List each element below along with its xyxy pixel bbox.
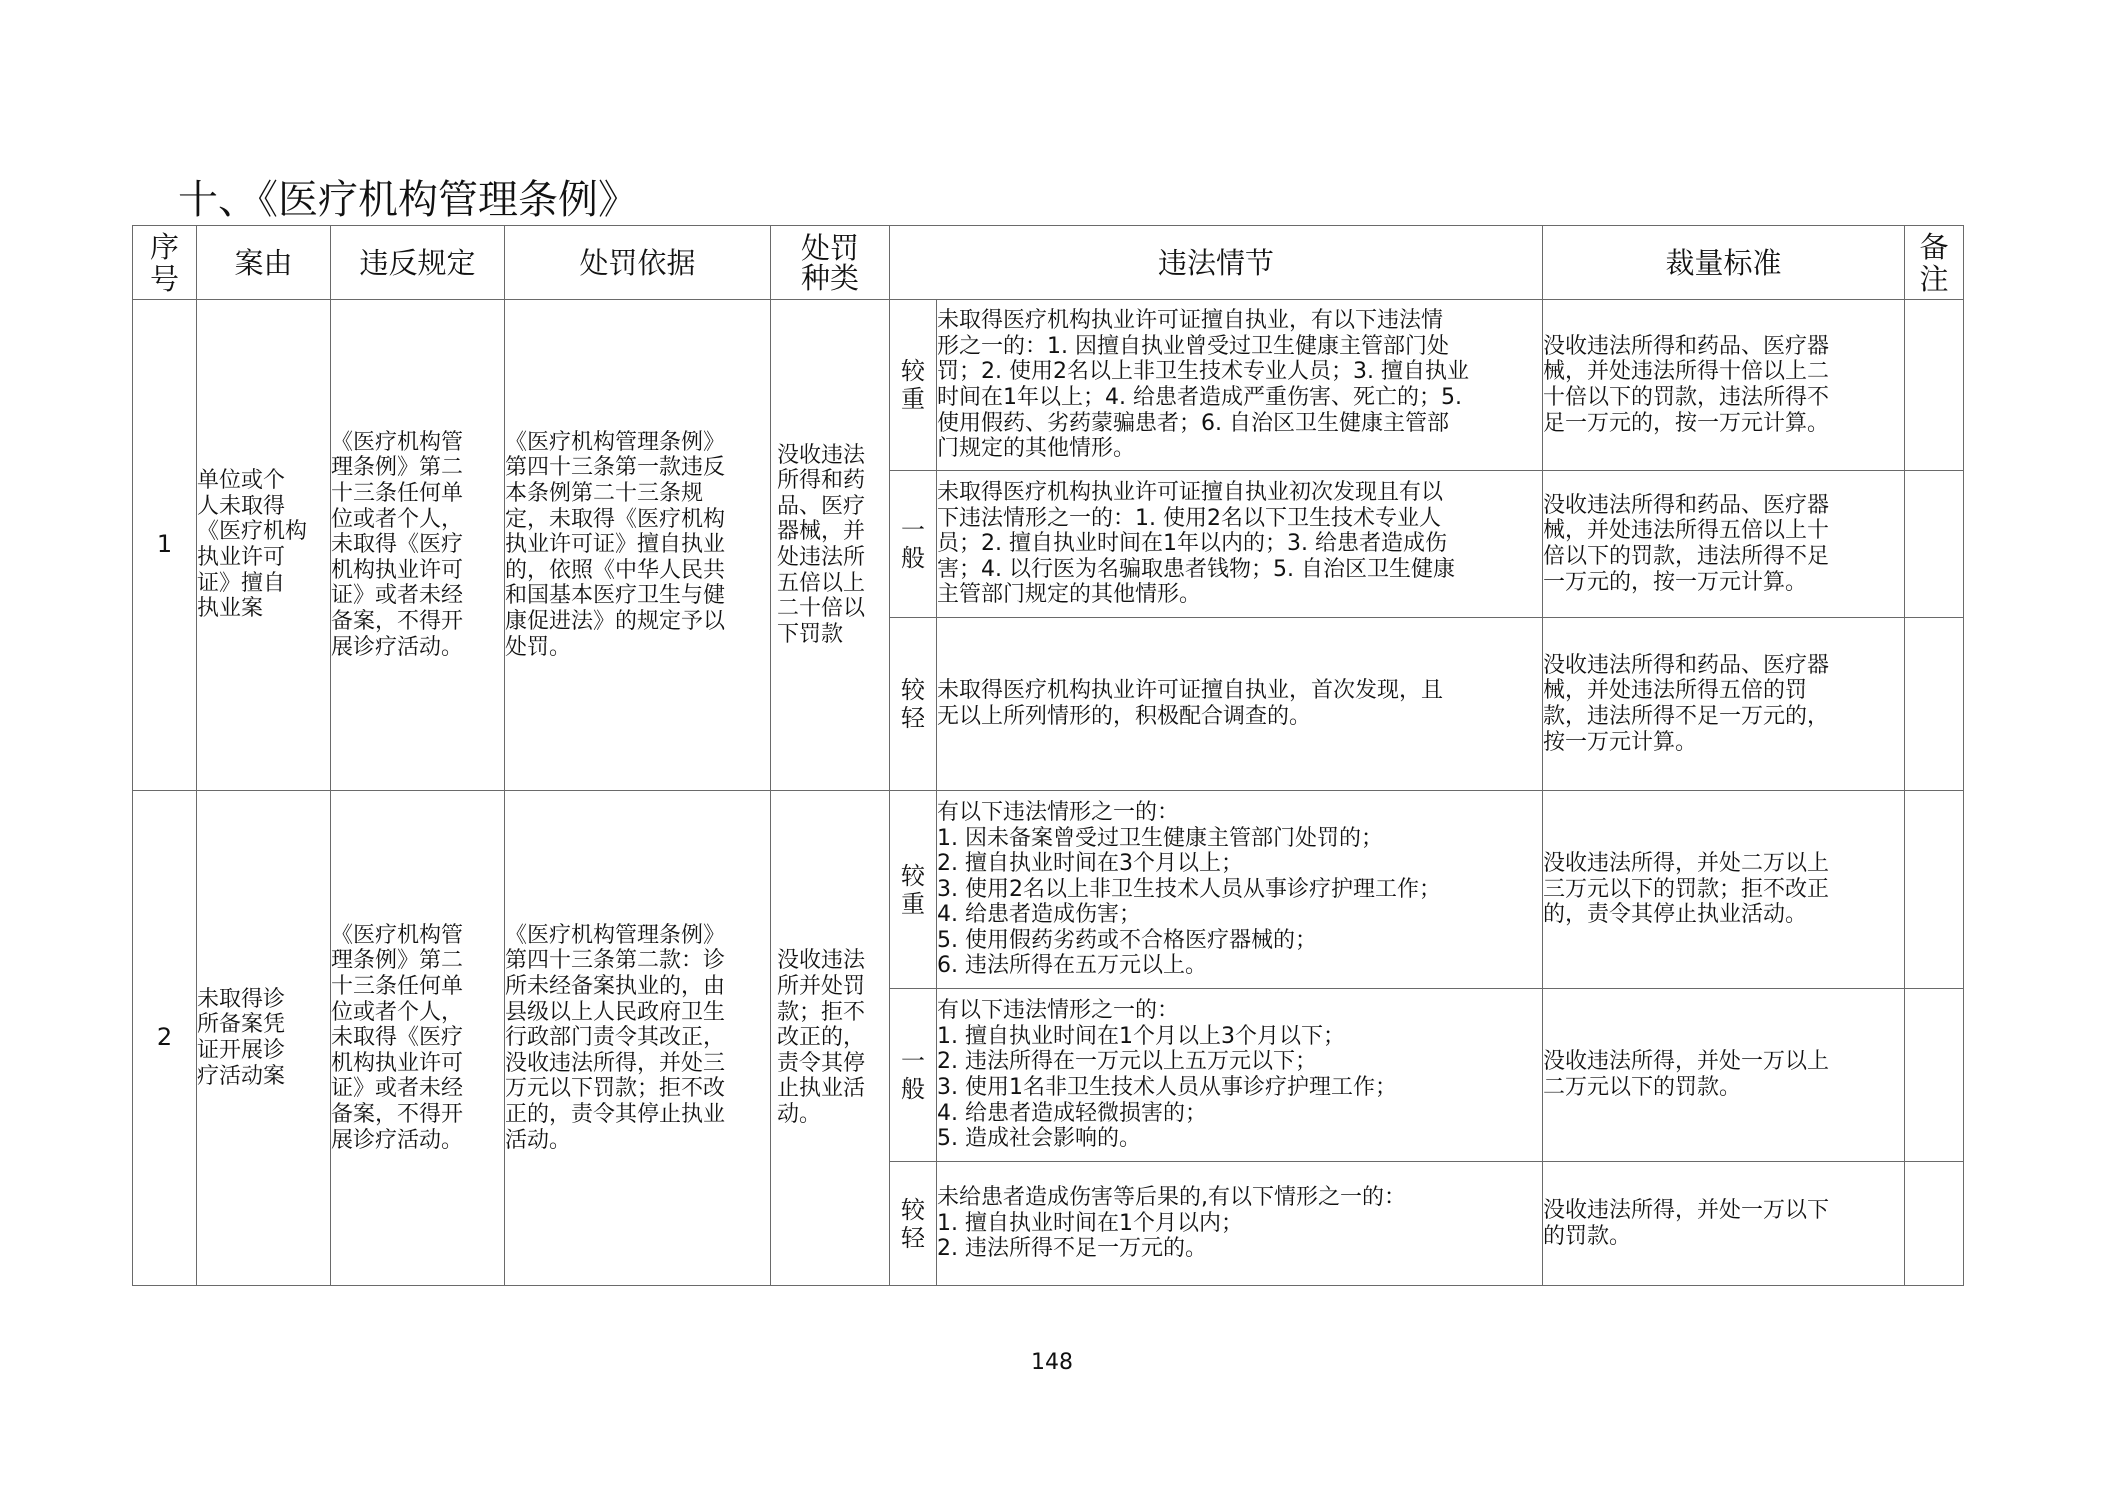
row-case: 单位或个 人未取得 《医疗机构 执业许可 证》擅自 执业案 xyxy=(197,300,331,791)
row-standard: 没收违法所得和药品、医疗器 械，并处违法所得十倍以上二 十倍以下的罚款，违法所得不 足一万元的，按一万元计算。 xyxy=(1543,300,1905,471)
row-remarks xyxy=(1905,989,1964,1162)
row-severity: 较 轻 xyxy=(890,618,937,791)
header-standard: 裁量标准 xyxy=(1543,226,1905,300)
row-circumstance: 未取得医疗机构执业许可证擅自执业初次发现且有以 下违法情形之一的：1. 使用2名以下卫生技术专业人 员；2. 擅自执业时间在1年以内的；3. 给患者造成伤 害；4. 以行医为名骗取患者钱物；5. 自治区卫生健康 主管部门规定的其他情形。 xyxy=(937,471,1543,618)
row-circumstance: 有以下违法情形之一的： 1. 擅自执业时间在1个月以上3个月以下； 2. 违法所得在一万元以上五万元以下； 3. 使用1名非卫生技术人员从事诊疗护理工作； 4. 给患者造成轻微损害的； 5. 造成社会影响的。 xyxy=(937,989,1543,1162)
row-circumstance: 有以下违法情形之一的： 1. 因未备案曾受过卫生健康主管部门处罚的； 2. 擅自执业时间在3个月以上； 3. 使用2名以上非卫生技术人员从事诊疗护理工作； 4. 给患者造成伤害； 5. 使用假药劣药或不合格医疗器械的； 6. 违法所得在五万元以上。 xyxy=(937,791,1543,989)
row-severity: 较 重 xyxy=(890,791,937,989)
header-seq: 序 号 xyxy=(133,226,197,300)
row-penalty-type: 没收违法 所得和药 品、医疗 器械，并 处违法所 五倍以上 二十倍以 下罚款 xyxy=(771,300,890,791)
row-penalty-type: 没收违法 所并处罚 款；拒不 改正的， 责令其停 止执业活 动。 xyxy=(771,791,890,1286)
row-standard: 没收违法所得，并处一万以上 二万元以下的罚款。 xyxy=(1543,989,1905,1162)
row-severity: 一 般 xyxy=(890,471,937,618)
row-circumstance: 未取得医疗机构执业许可证擅自执业，首次发现，且 无以上所列情形的，积极配合调查的。 xyxy=(937,618,1543,791)
row-severity: 较 重 xyxy=(890,300,937,471)
row-basis: 《医疗机构管理条例》 第四十三条第一款违反 本条例第二十三条规 定，未取得《医疗机构 执业许可证》擅自执业 的，依照《中华人民共 和国基本医疗卫生与健 康促进法》的规定予以 处罚。 xyxy=(505,300,771,791)
row-standard: 没收违法所得，并处二万以上 三万元以下的罚款；拒不改正 的，责令其停止执业活动。 xyxy=(1543,791,1905,989)
row-remarks xyxy=(1905,1162,1964,1286)
row-standard: 没收违法所得和药品、医疗器 械，并处违法所得五倍的罚 款，违法所得不足一万元的， 按一万元计算。 xyxy=(1543,618,1905,791)
row-remarks xyxy=(1905,300,1964,471)
table-row xyxy=(133,300,1964,471)
row-circumstance: 未取得医疗机构执业许可证擅自执业，有以下违法情 形之一的：1. 因擅自执业曾受过卫生健康主管部门处 罚；2. 使用2名以上非卫生技术专业人员；3. 擅自执业 时间在1年以上；4. 给患者造成严重伤害、死亡的；5. 使用假药、劣药蒙骗患者；6. 自治区卫生健康主管部 门规定的其他情形。 xyxy=(937,300,1543,471)
table-row xyxy=(133,791,1964,989)
row-standard: 没收违法所得，并处一万以下 的罚款。 xyxy=(1543,1162,1905,1286)
row-remarks xyxy=(1905,791,1964,989)
row-provision: 《医疗机构管 理条例》第二 十三条任何单 位或者个人， 未取得《医疗 机构执业许可 证》或者未经 备案，不得开 展诊疗活动。 xyxy=(331,300,505,791)
page-title: 十、《医疗机构管理条例》 xyxy=(178,177,638,223)
header-basis: 处罚依据 xyxy=(505,226,771,300)
row-case: 未取得诊 所备案凭 证开展诊 疗活动案 xyxy=(197,791,331,1286)
header-remarks: 备 注 xyxy=(1905,226,1964,300)
row-standard: 没收违法所得和药品、医疗器 械，并处违法所得五倍以上十 倍以下的罚款，违法所得不足 一万元的，按一万元计算。 xyxy=(1543,471,1905,618)
row-circumstance: 未给患者造成伤害等后果的,有以下情形之一的： 1. 擅自执业时间在1个月以内； 2. 违法所得不足一万元的。 xyxy=(937,1162,1543,1286)
row-seq: 1 xyxy=(133,300,197,791)
header-case: 案由 xyxy=(197,226,331,300)
table-header-row xyxy=(133,226,1964,300)
row-provision: 《医疗机构管 理条例》第二 十三条任何单 位或者个人， 未取得《医疗 机构执业许可 证》或者未经 备案，不得开 展诊疗活动。 xyxy=(331,791,505,1286)
row-severity: 一 般 xyxy=(890,989,937,1162)
row-basis: 《医疗机构管理条例》 第四十三条第二款：诊 所未经备案执业的，由 县级以上人民政府卫生 行政部门责令其改正， 没收违法所得，并处三 万元以下罚款；拒不改 正的，责令其停止执业 活动。 xyxy=(505,791,771,1286)
header-circumstances: 违法情节 xyxy=(890,226,1543,300)
row-remarks xyxy=(1905,471,1964,618)
header-penalty-type: 处罚 种类 xyxy=(771,226,890,300)
header-provision: 违反规定 xyxy=(331,226,505,300)
penalty-table xyxy=(132,225,1964,1286)
page-number: 148 xyxy=(1031,1350,1073,1375)
row-seq: 2 xyxy=(133,791,197,1286)
row-severity: 较 轻 xyxy=(890,1162,937,1286)
row-remarks xyxy=(1905,618,1964,791)
